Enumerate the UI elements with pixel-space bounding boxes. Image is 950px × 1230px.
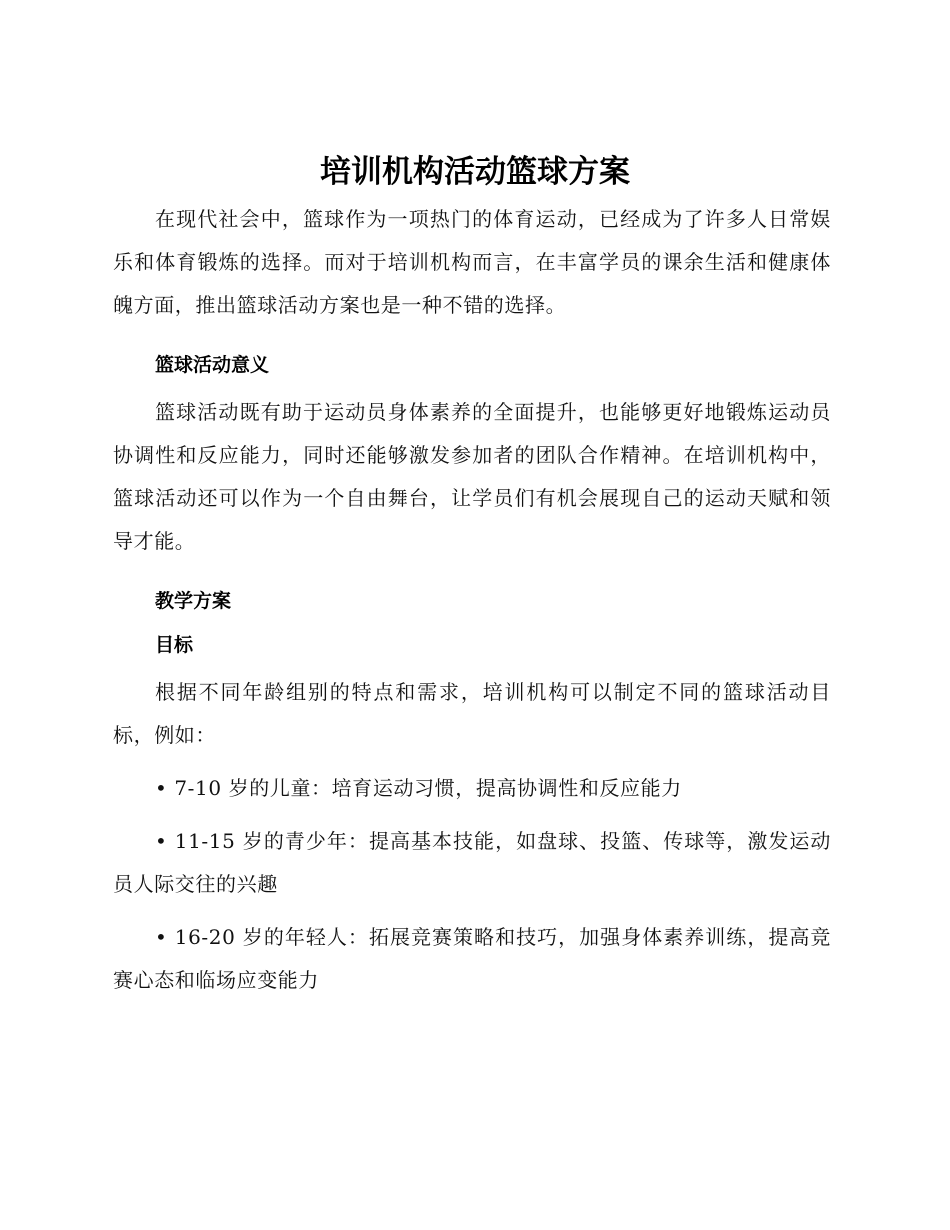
- intro-paragraph: 在现代社会中，篮球作为一项热门的体育运动，已经成为了许多人日常娱乐和体育锻炼的选择。而对于培训机构而言，在丰富学员的课余生活和健康体魄方面，推出篮球活动方案也是一种不错的选择。: [113, 207, 831, 317]
- significance-paragraph: 篮球活动既有助于运动员身体素养的全面提升，也能够更好地锻炼运动员协调性和反应能力，同时还能够激发参加者的团队合作精神。在培训机构中，篮球活动还可以作为一个自由舞台，让学员们有机会展现自己的运动天赋和领导才能。: [113, 400, 831, 553]
- section-heading-significance: 篮球活动意义: [155, 354, 270, 376]
- goals-intro-paragraph: 根据不同年龄组别的特点和需求，培训机构可以制定不同的篮球活动目标，例如：: [113, 680, 831, 747]
- subsection-heading-goals: 目标: [155, 634, 194, 656]
- goal-list-item: • 16-20 岁的年轻人：拓展竞赛策略和技巧，加强身体素养训练，提高竞赛心态和临场应变能力: [113, 925, 831, 992]
- section-heading-teaching-plan: 教学方案: [155, 590, 232, 612]
- document-title: 培训机构活动篮球方案: [320, 154, 630, 190]
- goal-list-item: • 11-15 岁的青少年：提高基本技能，如盘球、投篮、传球等，激发运动员人际交往的兴趣: [113, 829, 831, 896]
- goal-list-item: • 7-10 岁的儿童：培育运动习惯，提高协调性和反应能力: [155, 776, 682, 800]
- document-body: [113, 198, 831, 1002]
